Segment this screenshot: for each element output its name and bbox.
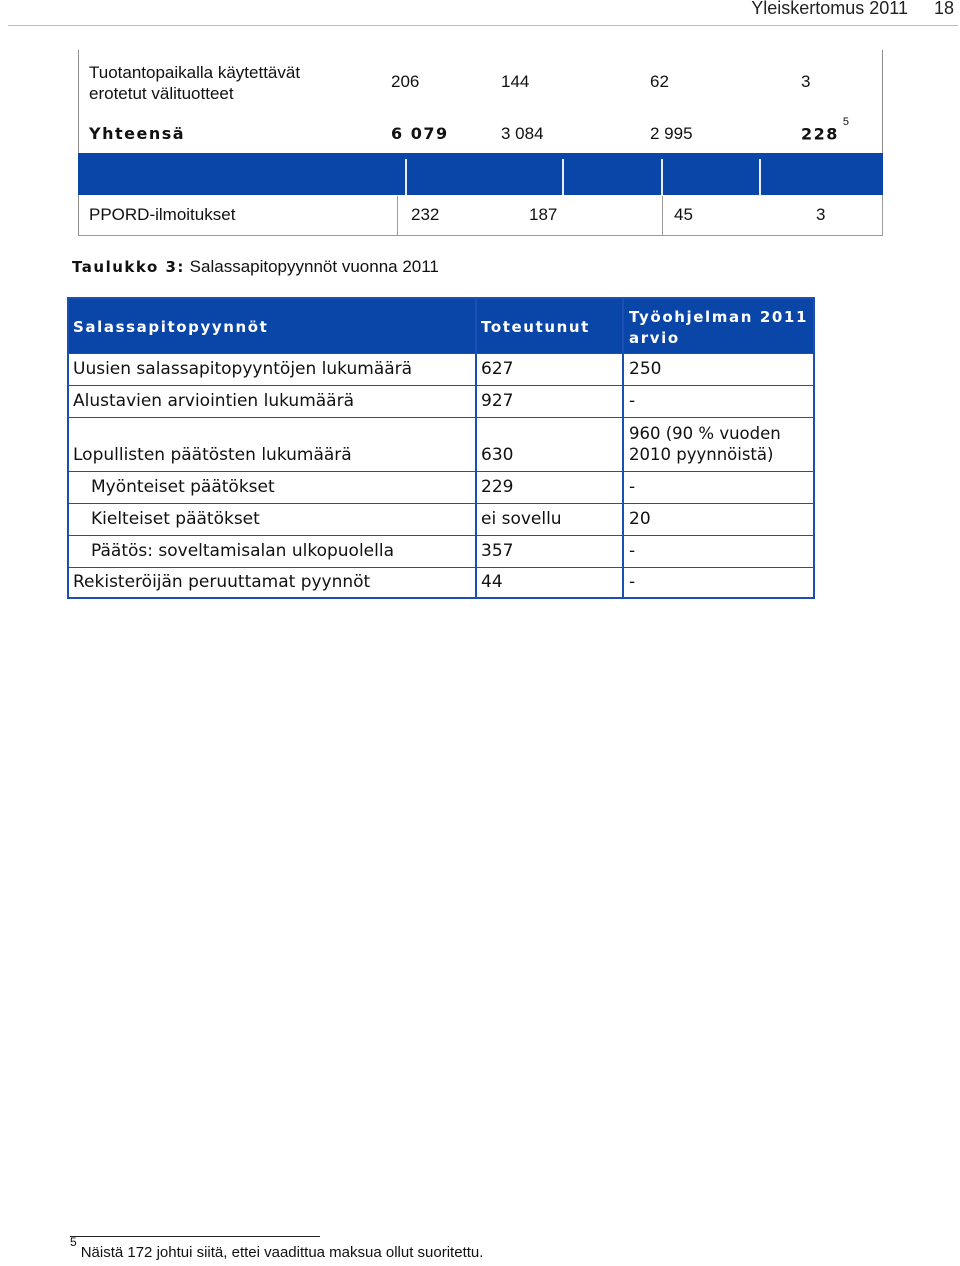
cell-value: 228$^5$	[801, 116, 850, 144]
cell-value: 3	[816, 205, 826, 224]
row-label: Yhteensä	[89, 124, 186, 143]
table-caption	[72, 257, 439, 277]
table-row-total	[79, 116, 882, 152]
cell-actual: ei sovellu	[481, 509, 562, 529]
row-label: Lopullisten päätösten lukumäärä	[73, 445, 352, 465]
cell-value: 62	[650, 72, 669, 91]
cell-estimate: -	[629, 541, 636, 561]
header-requests: Salassapitopyynnöt	[73, 318, 269, 336]
cell-actual: 229	[481, 477, 514, 497]
row-label: PPORD-ilmoitukset	[89, 205, 236, 224]
footnote-number: 5	[70, 1235, 77, 1249]
footnote-rule	[70, 1236, 320, 1237]
footnote-ref: 5	[842, 116, 850, 128]
caption-label: Taulukko 3:	[72, 258, 185, 276]
cell-total: 232	[411, 205, 440, 224]
production-table-continuation	[78, 50, 883, 236]
row-label: Kielteiset päätökset	[91, 509, 260, 529]
cell-actual: 927	[481, 391, 514, 411]
document-title: Yleiskertomus 2011	[751, 0, 908, 18]
table-row	[69, 567, 813, 597]
table-header	[69, 299, 813, 353]
table-row	[69, 503, 813, 535]
table-band	[78, 153, 883, 195]
cell-estimate: 20	[629, 509, 651, 529]
cell-actual: 627	[481, 359, 514, 379]
cell-value: 3	[801, 72, 811, 91]
confidentiality-requests-table	[67, 297, 815, 599]
table-row	[79, 60, 882, 110]
running-header	[8, 0, 958, 26]
cell-value: 3 084	[501, 124, 544, 143]
cell-value: 2 995	[650, 124, 693, 143]
header-estimate: Työohjelman 2011 arvio	[629, 308, 808, 347]
row-label: Tuotantopaikalla käytettävät erotetut välituotteet	[89, 63, 301, 103]
row-label: Uusien salassapitopyyntöjen lukumäärä	[73, 359, 413, 379]
row-label: Rekisteröijän peruuttamat pyynnöt	[73, 572, 371, 592]
table-row	[69, 353, 813, 385]
cell-estimate: 250	[629, 359, 662, 379]
cell-actual: 44	[481, 572, 503, 592]
cell-value: 45	[674, 205, 693, 224]
cell-actual: 357	[481, 541, 514, 561]
cell-estimate: -	[629, 572, 636, 592]
table-row	[69, 417, 813, 471]
footnote	[70, 1235, 484, 1261]
table-row	[69, 471, 813, 503]
cell-estimate: -	[629, 391, 636, 411]
table-row	[79, 202, 882, 234]
table-row	[69, 385, 813, 417]
cell-total: 206	[391, 72, 420, 91]
cell-estimate: 960 (90 % vuoden 2010 pyynnöistä)	[629, 424, 781, 464]
row-label: Myönteiset päätökset	[91, 477, 275, 497]
row-label: Päätös: soveltamisalan ulkopuolella	[91, 541, 394, 561]
cell-total: 6 079	[391, 124, 449, 143]
cell-value: 144	[501, 72, 530, 91]
row-label: Alustavien arviointien lukumäärä	[73, 391, 354, 411]
table-row	[69, 535, 813, 567]
header-actual: Toteutunut	[481, 318, 590, 336]
cell-actual: 630	[481, 445, 514, 465]
caption-text: Salassapitopyynnöt vuonna 2011	[189, 257, 439, 276]
footnote-text: Näistä 172 johtui siitä, ettei vaadittua maksua ollut suoritettu.	[80, 1244, 484, 1261]
cell-estimate: -	[629, 477, 636, 497]
page-number: 18	[933, 0, 954, 18]
cell-value: 187	[529, 205, 558, 224]
